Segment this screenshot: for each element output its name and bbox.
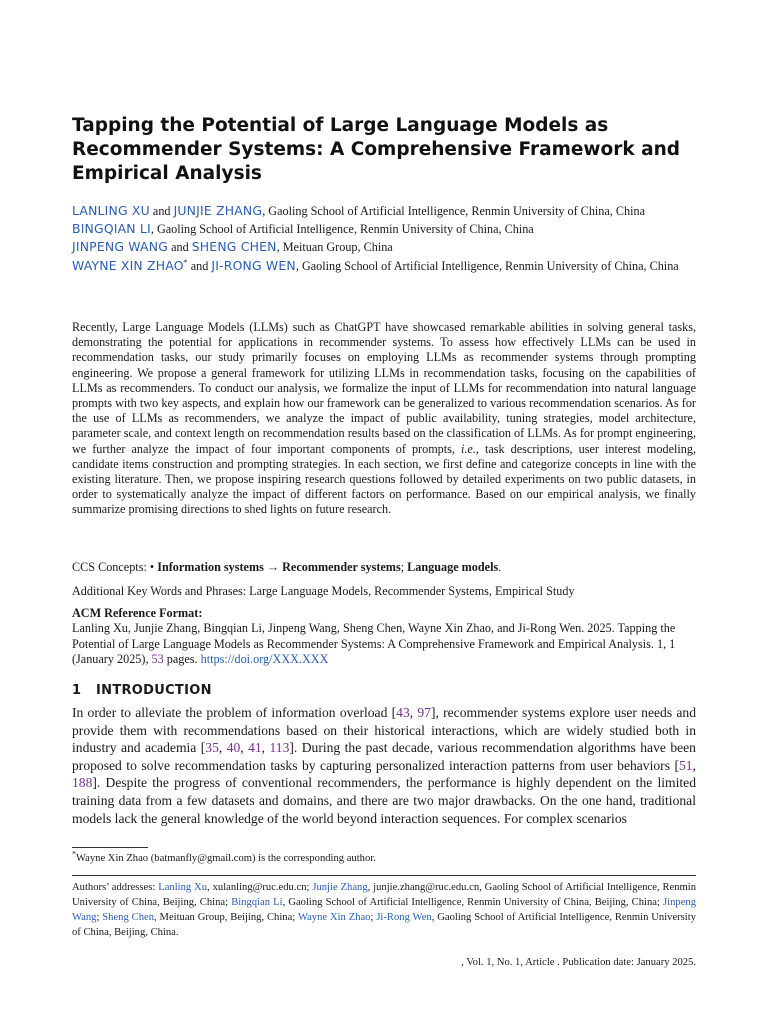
author-link[interactable]: Bingqian Li (231, 897, 283, 908)
body-text: ], recommender systems explore user needs and provide them with recommendations based on their historical interactions, which are widely studied both in industry and academia [ (72, 705, 696, 756)
acm-reference-body (72, 621, 696, 667)
intro-paragraph: In order to alleviate the problem of information overload [43, 97], recommender systems explore user needs and provide them with recommendations based on their historical interactions, which are widely studied both in industry and academia [35, 40, 41, 113]. During the past decade, various recommendation algorithms have been proposed to solve recommendation tasks by capturing personalized interaction patterns from user behaviors [51, 188]. Despite the progress of conventional recommenders, the performance is highly dependent on the limited training data from a few datasets and domains, and there are two major drawbacks. On the one hand, traditional models lack the general knowledge of the world beyond interaction sequences. For complex scenarios (72, 705, 696, 826)
citation-link[interactable]: 43 (396, 705, 410, 720)
body-text: In order to alleviate the problem of information overload [ (72, 705, 397, 720)
author-link[interactable]: Lanling Xu (158, 882, 208, 893)
citation-link[interactable]: 41 (248, 740, 262, 756)
acm-reference-format (72, 606, 696, 667)
author-link[interactable]: Sheng Chen (102, 912, 154, 923)
acm-reference-heading: ACM Reference Format: (72, 606, 203, 620)
ccs-concepts: CCS Concepts: • Information systems → Recommender systems; Language models. (72, 560, 502, 574)
author-link[interactable]: JINPENG WANG (72, 239, 169, 255)
section-title: INTRODUCTION (96, 683, 212, 698)
footnote-mark: * (72, 849, 76, 859)
citation-link[interactable]: 40 (226, 740, 241, 756)
keywords: Additional Key Words and Phrases: Large Language Models, Recommender Systems, Empirical Study (72, 584, 575, 598)
address-text: , Gaoling School of Artificial Intelligence, Renmin University of China, Beijing, China; (282, 897, 660, 908)
citation-link[interactable]: 188 (72, 775, 93, 791)
citation-link[interactable]: 35 (205, 740, 219, 756)
author-affiliation: Meituan Group, China (282, 240, 393, 255)
abstract-text: task descriptions, user interest modeling, candidate items construction and prompting strategies. In each section, we first define and categorize concepts in line with the existing literature. Then, we propose inspiring research questions followed by detailed experiments on two public datasets, in order to systematically analyze the impact of different factors on performance. Based on our empirical analysis, we finally summarize promising directions to shed lights on future research. (72, 441, 696, 517)
ccs-concept: Recommender systems (282, 560, 401, 574)
page-footer: , Vol. 1, No. 1, Article . Publication date: January 2025. (461, 957, 696, 968)
author-link[interactable]: Jinpeng Wang (72, 897, 696, 923)
acm-reference-text: pages. (166, 651, 198, 666)
author-link[interactable]: Ji-Rong Wen (376, 912, 432, 923)
author-line: LANLING XU and JUNJIE ZHANG, Gaoling School of Artificial Intelligence, Renmin University of China, China (72, 203, 646, 218)
address-text: , junjie.zhang@ruc.edu.cn, Gaoling School of Artificial Intelligence, Renmin University of China, Beijing, China; (72, 882, 696, 908)
addresses-label: Authors’ addresses: (72, 882, 156, 893)
footnote-text: Wayne Xin Zhao (batmanfly@gmail.com) is the corresponding author. (76, 853, 376, 864)
author-line: WAYNE XIN ZHAO* and JI-RONG WEN, Gaoling School of Artificial Intelligence, Renmin University of China, China (72, 257, 679, 273)
footnote (72, 849, 696, 866)
acm-reference-text: Lanling Xu, Junjie Zhang, Bingqian Li, Jinpeng Wang, Sheng Chen, Wayne Xin Zhao, and Ji-Rong Wen. 2025. Tapping the Potential of Large Language Models as Recommender Systems: A Comprehensive Framework and Empirical Analysis. 1, 1 (January 2025), (72, 621, 676, 666)
abstract (72, 320, 696, 518)
author-link[interactable]: BINGQIAN LI (72, 221, 151, 237)
author-affiliation: Gaoling School of Artificial Intelligence, Renmin University of China, China (156, 222, 534, 237)
author-link[interactable]: JI-RONG WEN (211, 257, 296, 273)
section-heading (72, 683, 212, 698)
citation-link[interactable]: 51 (679, 757, 693, 773)
ccs-concept: Information systems (157, 560, 264, 574)
address-text: , Gaoling School of Artificial Intelligence, Renmin University of China, Beijing, China. (72, 912, 696, 938)
paper-title: Tapping the Potential of Large Language Models as Recommender Systems: A Comprehensive Framework and Empirical Analysis (72, 115, 680, 184)
ccs-label: CCS Concepts: • (72, 560, 155, 574)
author-line: BINGQIAN LI, Gaoling School of Artificial Intelligence, Renmin University of China, China (72, 221, 534, 237)
author-link[interactable]: WAYNE XIN ZHAO (72, 257, 184, 273)
author-link[interactable]: LANLING XU (72, 203, 150, 218)
address-text: , Meituan Group, Beijing, China; (154, 912, 296, 923)
body-text: ]. During the past decade, various recommendation algorithms have been proposed to solve recommendation tasks by capturing personalized interaction patterns from user behaviors [ (72, 740, 696, 773)
author-affiliation: Gaoling School of Artificial Intelligence, Renmin University of China, China (301, 258, 679, 273)
section-number: 1 (72, 683, 82, 698)
abstract-text: Recently, Large Language Models (LLMs) such as ChatGPT have showcased remarkable abilities in solving general tasks, demonstrating the potential for applications in recommender systems. To assess how effectively LLMs can be used in recommendation tasks, our study primarily focuses on employing LLMs as recommender systems through prompting engineering. We propose a general framework for utilizing LLMs in recommendation tasks, focusing on the capabilities of LLMs as recommenders. To conduct our analysis, we formalize the input of LLMs for recommendation into natural language prompts with two key aspects, and explain how our framework can be generalized to various recommendation scenarios. As for the use of LLMs as recommenders, we analyze the impact of public availability, tuning strategies, model architecture, parameter scale, and context length on recommendation results based on the classification of LLMs. As for prompt engineering, we further analyze the impact of four important components of prompts, (72, 320, 696, 456)
ccs-concept: Language models (407, 560, 499, 574)
author-link[interactable]: SHENG CHEN (191, 239, 277, 255)
footnote-divider (72, 847, 148, 848)
doi-link[interactable]: https://doi.org/XXX.XXX (200, 651, 329, 666)
page-count-link[interactable]: 53 (151, 651, 164, 666)
author-link[interactable]: JUNJIE ZHANG (173, 203, 263, 218)
corresponding-author-mark: * (183, 257, 188, 267)
abstract-text: i.e., (461, 441, 479, 456)
author-link[interactable]: Junjie Zhang (312, 882, 368, 893)
address-text: , xulanling@ruc.edu.cn; (207, 882, 310, 893)
citation-link[interactable]: 97 (417, 705, 431, 720)
citation-link[interactable]: 113 (269, 740, 290, 756)
author-affiliation: Gaoling School of Artificial Intelligence, Renmin University of China, China (268, 204, 646, 218)
author-list (72, 202, 696, 275)
author-line: JINPENG WANG and SHENG CHEN, Meituan Group, China (72, 239, 393, 255)
author-addresses (72, 880, 696, 940)
author-link[interactable]: Wayne Xin Zhao (297, 912, 371, 923)
address-text: ; (370, 912, 374, 923)
address-text: ; (96, 912, 100, 923)
arrow-right-icon: → (266, 560, 280, 574)
addresses-divider (72, 875, 696, 876)
body-text: ]. Despite the progress of conventional recommenders, the performance is highly dependent on the limited training data from a few datasets and domains, and there are two major drawbacks. On the one hand, traditional models lack the general knowledge of the world beyond interaction sequences. For complex scenarios (72, 775, 696, 826)
